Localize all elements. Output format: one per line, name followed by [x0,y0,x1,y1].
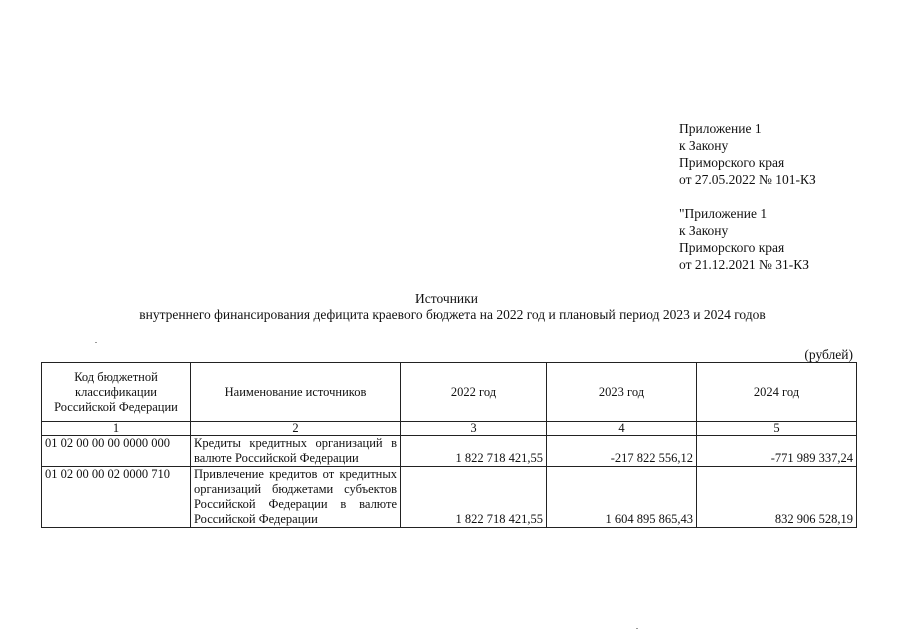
budget-code-cell: 01 02 00 00 00 0000 000 [42,436,191,467]
amount-2023-cell: 1 604 895 865,43 [547,467,697,528]
table-row [42,467,857,528]
appendix-title: Приложение 1 [679,121,762,136]
appendix-reference-original [679,205,809,273]
appendix-region: Приморского края [679,155,785,170]
table-row [42,436,857,467]
source-name-cell: Кредиты кредитных организаций в валюте Российской Федерации [191,436,401,467]
column-number: 3 [401,422,547,436]
document-subtitle: внутреннего финансирования дефицита краевого бюджета на 2022 год и плановый период 2023 и 2024 годов [139,307,766,322]
appendix-law: к Закону [679,138,729,153]
appendix-date-number: от 27.05.2022 № 101-КЗ [679,172,816,187]
column-number: 5 [697,422,857,436]
amount-2024-cell: 832 906 528,19 [697,467,857,528]
document-title: Источники [415,291,478,306]
appendix-law: к Закону [679,223,729,238]
column-number: 1 [42,422,191,436]
financing-sources-table [41,362,857,528]
column-number: 4 [547,422,697,436]
appendix-reference-current [679,120,816,188]
amount-2023-cell: -217 822 556,12 [547,436,697,467]
amount-2022-cell: 1 822 718 421,55 [401,467,547,528]
header-year-2023: 2023 год [547,363,697,422]
scan-speck [636,628,638,629]
appendix-title: "Приложение 1 [679,206,768,221]
appendix-date-number: от 21.12.2021 № 31-КЗ [679,257,809,272]
units-label: (рублей) [804,347,853,362]
header-year-2022: 2022 год [401,363,547,422]
amount-2024-cell: -771 989 337,24 [697,436,857,467]
header-code: Код бюджетной классификации Российской Федерации [42,363,191,422]
column-number-row [42,422,857,436]
header-source-name: Наименование источников [191,363,401,422]
header-year-2024: 2024 год [697,363,857,422]
appendix-region: Приморского края [679,240,785,255]
budget-code-cell: 01 02 00 00 02 0000 710 [42,467,191,528]
column-number: 2 [191,422,401,436]
amount-2022-cell: 1 822 718 421,55 [401,436,547,467]
source-name-cell: Привлечение кредитов от кредитных организаций бюджетами субъектов Российской Федерации в валюте Российской Федерации [191,467,401,528]
scan-speck [95,342,97,343]
table-header-row [42,363,857,422]
